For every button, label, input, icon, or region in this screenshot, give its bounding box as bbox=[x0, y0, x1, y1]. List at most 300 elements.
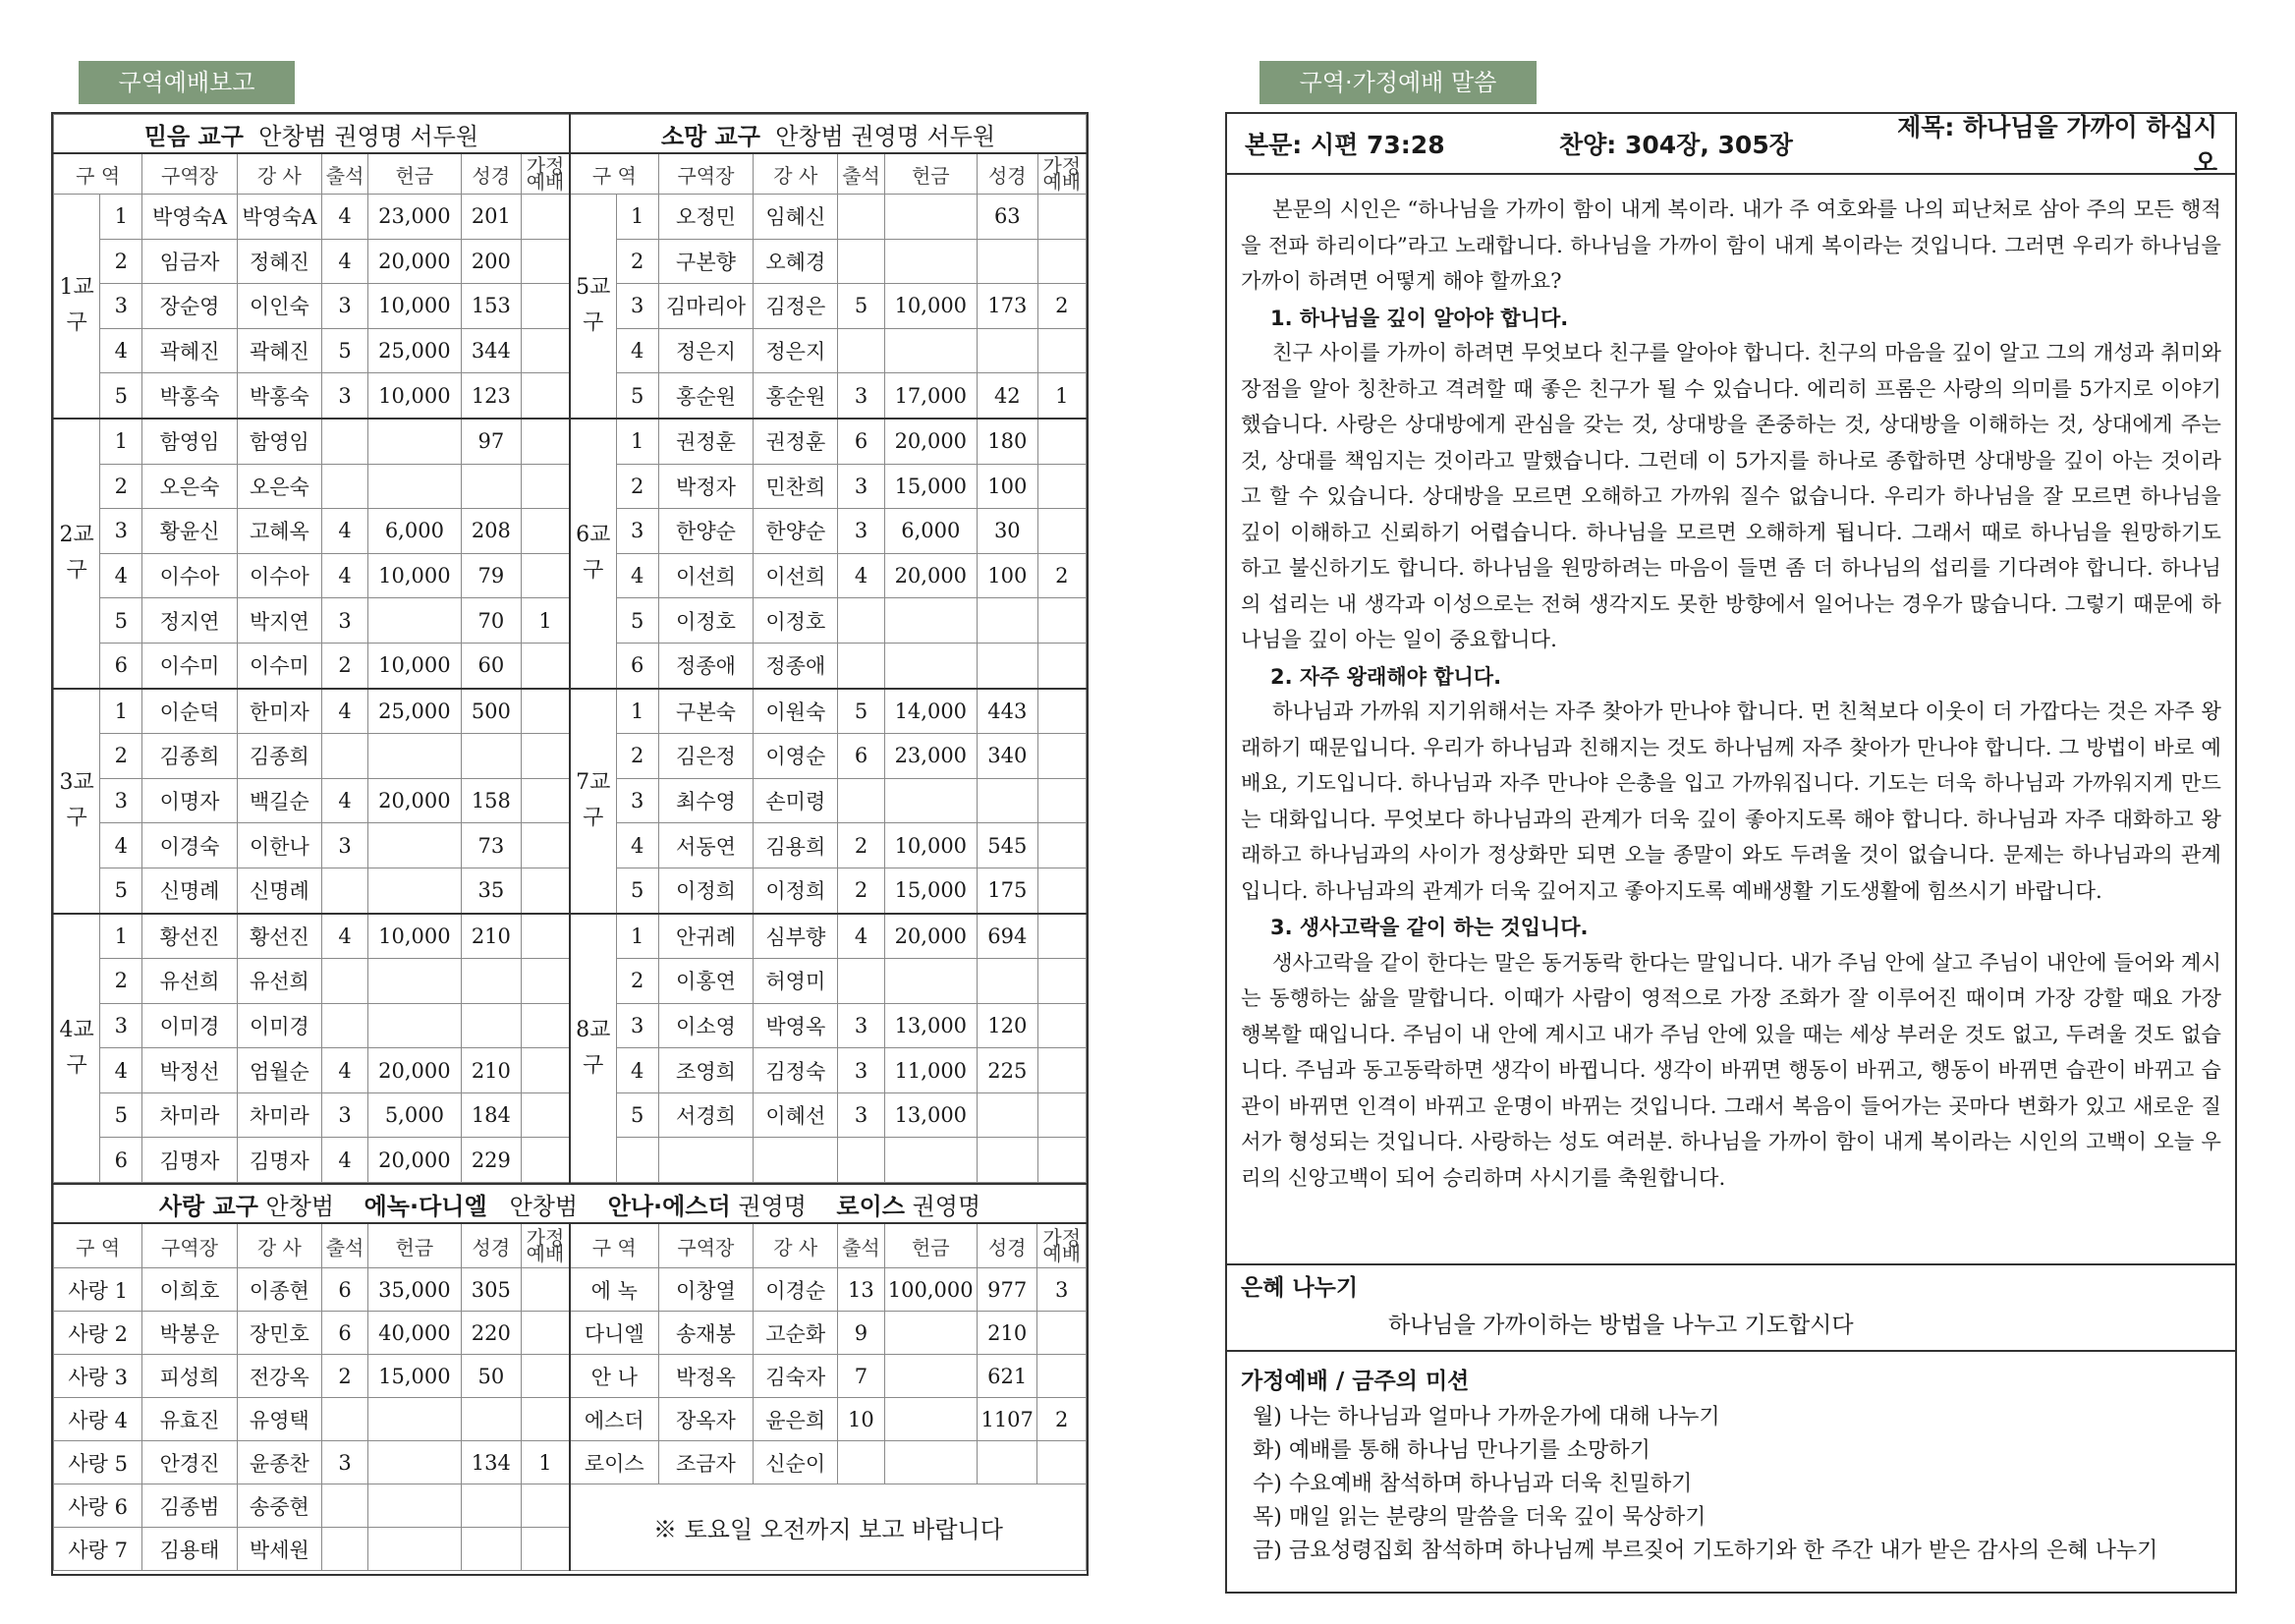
table-cell: 2 bbox=[838, 868, 884, 913]
table-cell: 정은지 bbox=[754, 328, 838, 373]
table-cell: 서동연 bbox=[658, 823, 753, 868]
grace-title: 은혜 나누기 bbox=[1241, 1275, 1359, 1301]
table-cell: 17,000 bbox=[884, 373, 977, 419]
table-cell: 이정호 bbox=[754, 598, 838, 644]
table-cell: 175 bbox=[978, 868, 1038, 913]
table-cell: 윤종찬 bbox=[237, 1441, 321, 1484]
table-cell bbox=[321, 868, 367, 913]
table-cell: 208 bbox=[461, 509, 522, 554]
table-row bbox=[54, 914, 1087, 959]
table-cell: 4 bbox=[616, 553, 658, 598]
table-cell: 에 녹 bbox=[570, 1268, 658, 1312]
table-cell bbox=[838, 959, 884, 1004]
table-cell: 로이스 bbox=[570, 1441, 658, 1484]
table-cell bbox=[522, 1138, 570, 1183]
table-row bbox=[54, 1268, 1087, 1312]
table-cell bbox=[1037, 868, 1086, 913]
table-cell: 손미령 bbox=[754, 778, 838, 823]
table-cell: 엄월순 bbox=[237, 1048, 321, 1093]
table-cell bbox=[838, 778, 884, 823]
column-header: 성경 bbox=[978, 153, 1038, 195]
table-row bbox=[54, 1441, 1087, 1484]
table-cell: 5 bbox=[616, 1092, 658, 1138]
table-cell: 20,000 bbox=[368, 1138, 461, 1183]
table-cell bbox=[1037, 734, 1086, 779]
table-cell: 박지연 bbox=[237, 598, 321, 644]
district-report-panel bbox=[51, 112, 1089, 1576]
table-cell bbox=[884, 1355, 977, 1398]
table-cell: 박영숙A bbox=[237, 195, 321, 240]
table-cell: 1 bbox=[522, 1441, 570, 1484]
mission-item: 화) 예배를 통해 하나님 만나기를 소망하기 bbox=[1253, 1438, 1651, 1463]
table-cell: 3 bbox=[100, 509, 142, 554]
table-cell bbox=[1037, 1003, 1086, 1048]
column-header: 헌금 bbox=[884, 153, 977, 195]
table-cell bbox=[1037, 1441, 1087, 1484]
table-cell bbox=[368, 734, 461, 779]
table-cell bbox=[522, 959, 570, 1004]
table-cell bbox=[321, 419, 367, 464]
table-row bbox=[54, 195, 1087, 240]
table-cell: 박영옥 bbox=[754, 1003, 838, 1048]
table-cell: 2 bbox=[321, 643, 367, 688]
table-cell bbox=[368, 464, 461, 509]
table-cell: 한미자 bbox=[237, 689, 321, 734]
table-cell: 박정자 bbox=[658, 464, 753, 509]
table-cell: 백길순 bbox=[237, 778, 321, 823]
table-cell: 유영택 bbox=[237, 1398, 321, 1441]
table-cell: 임금자 bbox=[142, 239, 237, 284]
table-cell bbox=[522, 1268, 570, 1312]
table-cell: 20,000 bbox=[884, 914, 977, 959]
table-cell bbox=[368, 1003, 461, 1048]
table-cell: 홍순원 bbox=[658, 373, 753, 419]
point-1-paragraph: 친구 사이를 가까이 하려면 무엇보다 친구를 알아야 합니다. 친구의 마음을 깊이 알고 그의 개성과 취미와 장점을 알아 칭찬하고 격려할 때 좋은 친구가 될 수 있습니다. 에리히 프롬은 사랑의 의미를 5가지로 이야기했습니다. 사랑은 상대방에게 관심을 갖는 것, 상대방을 존중하는 것, 상대방을 이해하는 것, 상대에게 주는 것, 상대를 책임지는 것이라고 말했습니다. 그런데 이 5가지를 하나로 종합하면 상대방을 깊이 아는 것이라고 할 수 있습니다. 상대방을 모르면 오해하고 가까워 질수 없습니다. 우리가 하나님을 잘 모르면 하나님을 깊이 이해하고 신뢰하기 어렵습니다. 하나님을 모르면 오해하게 됩니다. 그래서 때로 하나님을 원망하기도 하고 불신하기도 합니다. 하나님을 원망하려는 마음이 들면 좀 더 하나님의 섭리를 기다려야 합니다. 하나님의 섭리는 내 생각과 이성으로는 전혀 생각지도 못한 방향에서 일어나는 경우가 많습니다. 그렇기 때문에 하나님을 깊이 아는 일이 중요합니다. bbox=[1241, 341, 2221, 652]
table-cell: 305 bbox=[461, 1268, 522, 1312]
sermon-header bbox=[1227, 114, 2235, 175]
table-cell: 6 bbox=[100, 643, 142, 688]
table-cell: 5 bbox=[100, 1092, 142, 1138]
table-cell: 97 bbox=[461, 419, 522, 464]
table-cell: 4 bbox=[100, 328, 142, 373]
table-cell bbox=[522, 1484, 570, 1528]
table-cell: 20,000 bbox=[368, 239, 461, 284]
table-cell: 황선진 bbox=[142, 914, 237, 959]
table-cell: 이원숙 bbox=[754, 689, 838, 734]
table-cell: 전강옥 bbox=[237, 1355, 321, 1398]
table-cell bbox=[522, 778, 570, 823]
table-cell bbox=[522, 1312, 570, 1355]
column-header: 가정예배 bbox=[522, 1223, 570, 1268]
table-cell: 4 bbox=[321, 509, 367, 554]
table-cell: 5 bbox=[321, 328, 367, 373]
table-cell bbox=[368, 868, 461, 913]
table-cell bbox=[884, 1138, 977, 1183]
mission-item: 목) 매일 읽는 분량의 말씀을 더욱 깊이 묵상하기 bbox=[1253, 1505, 1707, 1530]
point-3-heading: 3. 생사고락을 같이 하는 것입니다. bbox=[1270, 916, 1589, 939]
table-cell: 173 bbox=[978, 284, 1038, 329]
table-cell: 20,000 bbox=[368, 1048, 461, 1093]
table-cell: 10,000 bbox=[368, 284, 461, 329]
table-cell bbox=[321, 1528, 367, 1571]
table-cell: 100,000 bbox=[884, 1268, 977, 1312]
sermon-tab-label: 구역·가정예배 말씀 bbox=[1259, 61, 1537, 104]
table-cell: 5 bbox=[616, 373, 658, 419]
table-cell: 김종희 bbox=[142, 734, 237, 779]
table-cell: 송중현 bbox=[237, 1484, 321, 1528]
grace-sharing-section bbox=[1227, 1265, 2235, 1352]
table-cell: 임혜신 bbox=[754, 195, 838, 240]
column-header: 구 역 bbox=[570, 1223, 658, 1268]
table-cell: 4 bbox=[616, 328, 658, 373]
table-cell: 2 bbox=[616, 464, 658, 509]
column-header: 강 사 bbox=[754, 1223, 838, 1268]
table-cell: 3 bbox=[321, 284, 367, 329]
table-cell: 4 bbox=[616, 823, 658, 868]
table-cell bbox=[461, 1484, 522, 1528]
table-cell: 유효진 bbox=[142, 1398, 237, 1441]
table-cell bbox=[522, 689, 570, 734]
table-cell bbox=[978, 959, 1038, 1004]
district-label: 4교구 bbox=[54, 914, 100, 1183]
faith-hope-table bbox=[53, 114, 1087, 1183]
table-cell: 김마리아 bbox=[658, 284, 753, 329]
table-cell: 3 bbox=[616, 284, 658, 329]
sermon-title: 제목: 하나님을 가까이 하십시오 bbox=[1897, 113, 2217, 177]
table-cell bbox=[368, 1398, 461, 1441]
table-cell: 함영임 bbox=[142, 419, 237, 464]
love-district-table bbox=[53, 1183, 1087, 1571]
table-cell: 40,000 bbox=[368, 1312, 461, 1355]
intro-paragraph: 본문의 시인은 “하나님을 가까이 함이 내게 복이라. 내가 주 여호와를 나의 피난처로 삼아 주의 모든 행적을 전파 하리이다”라고 노래합니다. 하나님을 가까이 함이 내게 복이라는 것입니다. 그러면 우리가 하나님을 가까이 하려면 어떻게 해야 할까요? bbox=[1241, 197, 2221, 294]
table-cell bbox=[978, 328, 1038, 373]
table-cell: 210 bbox=[461, 914, 522, 959]
table-cell bbox=[838, 1138, 884, 1183]
district-label: 2교구 bbox=[54, 419, 100, 689]
table-cell: 민찬희 bbox=[754, 464, 838, 509]
column-header: 가정예배 bbox=[1037, 1223, 1087, 1268]
district-label: 6교구 bbox=[570, 419, 616, 689]
table-cell: 6 bbox=[838, 734, 884, 779]
table-cell: 신명례 bbox=[142, 868, 237, 913]
table-cell: 3 bbox=[1037, 1268, 1087, 1312]
table-cell: 이순덕 bbox=[142, 689, 237, 734]
table-cell bbox=[1037, 959, 1086, 1004]
table-cell: 1 bbox=[1037, 373, 1086, 419]
table-cell: 977 bbox=[977, 1268, 1037, 1312]
table-cell: 사랑 5 bbox=[54, 1441, 142, 1484]
table-cell bbox=[368, 1441, 461, 1484]
table-cell: 이수아 bbox=[237, 553, 321, 598]
table-cell: 7 bbox=[838, 1355, 884, 1398]
table-cell bbox=[978, 778, 1038, 823]
table-cell: 정종애 bbox=[754, 643, 838, 688]
table-cell bbox=[977, 1441, 1037, 1484]
table-cell: 340 bbox=[978, 734, 1038, 779]
district-label: 3교구 bbox=[54, 689, 100, 914]
table-cell: 545 bbox=[978, 823, 1038, 868]
table-cell: 사랑 6 bbox=[54, 1484, 142, 1528]
table-cell: 63 bbox=[978, 195, 1038, 240]
table-cell: 20,000 bbox=[884, 419, 977, 464]
table-cell bbox=[522, 284, 570, 329]
table-cell: 송재봉 bbox=[658, 1312, 753, 1355]
table-cell: 229 bbox=[461, 1138, 522, 1183]
table-cell: 허영미 bbox=[754, 959, 838, 1004]
table-cell: 이경순 bbox=[754, 1268, 838, 1312]
table-cell: 23,000 bbox=[368, 195, 461, 240]
table-cell: 조영희 bbox=[658, 1048, 753, 1093]
table-cell: 10,000 bbox=[368, 553, 461, 598]
table-cell: 79 bbox=[461, 553, 522, 598]
table-cell: 사랑 1 bbox=[54, 1268, 142, 1312]
table-cell: 10,000 bbox=[884, 284, 977, 329]
district-label: 5교구 bbox=[570, 195, 616, 419]
table-cell bbox=[522, 553, 570, 598]
table-cell: 1 bbox=[100, 195, 142, 240]
table-cell: 최수영 bbox=[658, 778, 753, 823]
table-cell bbox=[368, 959, 461, 1004]
table-cell: 3 bbox=[616, 509, 658, 554]
table-cell: 3 bbox=[321, 823, 367, 868]
table-cell bbox=[1037, 239, 1086, 284]
table-cell: 안경진 bbox=[142, 1441, 237, 1484]
table-cell: 123 bbox=[461, 373, 522, 419]
table-cell: 344 bbox=[461, 328, 522, 373]
table-cell: 장옥자 bbox=[658, 1398, 753, 1441]
table-cell bbox=[522, 373, 570, 419]
column-header: 헌금 bbox=[368, 1223, 461, 1268]
table-cell: 120 bbox=[978, 1003, 1038, 1048]
column-header: 구 역 bbox=[570, 153, 658, 195]
table-cell: 3 bbox=[838, 373, 884, 419]
point-2-heading: 2. 자주 왕래해야 합니다. bbox=[1270, 664, 1502, 689]
table-cell bbox=[616, 1138, 658, 1183]
table-cell: 158 bbox=[461, 778, 522, 823]
table-cell: 1 bbox=[100, 419, 142, 464]
table-cell: 한양순 bbox=[754, 509, 838, 554]
mission-item: 월) 나는 하나님과 얼마나 가까운가에 대해 나누기 bbox=[1253, 1405, 1720, 1429]
table-cell: 20,000 bbox=[884, 553, 977, 598]
table-cell: 피성희 bbox=[142, 1355, 237, 1398]
table-cell: 이한나 bbox=[237, 823, 321, 868]
table-cell: 김은정 bbox=[658, 734, 753, 779]
table-cell: 이경숙 bbox=[142, 823, 237, 868]
table-cell bbox=[321, 464, 367, 509]
table-cell: 10,000 bbox=[884, 823, 977, 868]
table-cell bbox=[368, 1484, 461, 1528]
table-cell: 김숙자 bbox=[754, 1355, 838, 1398]
table-cell bbox=[884, 959, 977, 1004]
district-label: 8교구 bbox=[570, 914, 616, 1183]
point-3-paragraph: 생사고락을 같이 한다는 말은 동거동락 한다는 말입니다. 내가 주님 안에 살고 주님이 내안에 들어와 계시는 동행하는 삶을 말합니다. 이때가 사람이 영적으로 가장 조화가 잘 이루어진 때이며 가장 강할 때요 가장 행복할 때입니다. 주님이 내 안에 계시고 내가 주님 안에 있을 때는 세상 부러운 것도 없고, 두려울 것도 없습니다. 주님과 동고동락하면 생각이 바뀝니다. 생각이 바뀌면 행동이 바뀌고, 행동이 바뀌면 습관이 바뀌고 습관이 바뀌면 인격이 바뀌고 운명이 바뀌는 것입니다. 그래서 복음이 들어가는 곳마다 변화가 있고 새로운 질서가 형성되는 것입니다. 사랑하는 성도 여러분. 하나님을 가까이 함이 내게 복이라는 시인의 고백이 오늘 우리의 신앙고백이 되어 승리하며 사시기를 축원합니다. bbox=[1241, 950, 2221, 1191]
table-cell: 4 bbox=[100, 823, 142, 868]
table-cell: 6 bbox=[838, 419, 884, 464]
table-cell: 윤은희 bbox=[754, 1398, 838, 1441]
table-cell: 유선희 bbox=[142, 959, 237, 1004]
table-cell: 3 bbox=[321, 598, 367, 644]
table-cell: 심부향 bbox=[754, 914, 838, 959]
table-cell: 박정옥 bbox=[658, 1355, 753, 1398]
table-cell: 23,000 bbox=[884, 734, 977, 779]
table-cell: 11,000 bbox=[884, 1048, 977, 1093]
table-cell bbox=[658, 1138, 753, 1183]
table-cell: 한양순 bbox=[658, 509, 753, 554]
table-cell: 2 bbox=[100, 464, 142, 509]
table-cell: 13,000 bbox=[884, 1092, 977, 1138]
table-cell: 184 bbox=[461, 1092, 522, 1138]
table-cell: 10,000 bbox=[368, 643, 461, 688]
table-cell bbox=[884, 778, 977, 823]
table-cell: 1 bbox=[100, 689, 142, 734]
column-header: 강 사 bbox=[754, 153, 838, 195]
table-cell: 홍순원 bbox=[754, 373, 838, 419]
table-cell: 차미라 bbox=[237, 1092, 321, 1138]
column-header: 강 사 bbox=[237, 153, 321, 195]
table-cell: 4 bbox=[100, 553, 142, 598]
mission-item: 금) 금요성령집회 참석하며 하나님께 부르짖어 기도하기와 한 주간 내가 받은 감사의 은혜 나누기 bbox=[1253, 1539, 2158, 1563]
table-row bbox=[54, 1312, 1087, 1355]
table-cell: 장순영 bbox=[142, 284, 237, 329]
table-cell bbox=[522, 1528, 570, 1571]
report-tab-label: 구역예배보고 bbox=[79, 61, 295, 104]
table-cell: 3 bbox=[838, 509, 884, 554]
table-cell: 사랑 2 bbox=[54, 1312, 142, 1355]
table-cell: 35,000 bbox=[368, 1268, 461, 1312]
hymn-label: 찬양: 304장, 305장 bbox=[1559, 131, 1793, 159]
table-cell: 2 bbox=[100, 734, 142, 779]
table-cell: 153 bbox=[461, 284, 522, 329]
table-cell: 100 bbox=[978, 553, 1038, 598]
table-cell: 200 bbox=[461, 239, 522, 284]
table-cell: 210 bbox=[461, 1048, 522, 1093]
table-cell: 4 bbox=[321, 553, 367, 598]
table-cell: 20,000 bbox=[368, 778, 461, 823]
table-cell: 225 bbox=[978, 1048, 1038, 1093]
table-cell: 443 bbox=[978, 689, 1038, 734]
table-cell: 곽혜진 bbox=[142, 328, 237, 373]
table-cell: 2 bbox=[616, 734, 658, 779]
table-cell bbox=[884, 1398, 977, 1441]
table-row bbox=[54, 1484, 1087, 1528]
table-cell: 5 bbox=[838, 284, 884, 329]
table-cell bbox=[522, 464, 570, 509]
table-cell: 4 bbox=[616, 1048, 658, 1093]
sermon-panel bbox=[1225, 112, 2237, 1594]
table-cell: 이희호 bbox=[142, 1268, 237, 1312]
table-cell bbox=[884, 1312, 977, 1355]
table-cell bbox=[461, 1528, 522, 1571]
table-cell bbox=[754, 1138, 838, 1183]
table-cell: 박영숙A bbox=[142, 195, 237, 240]
table-cell bbox=[978, 1138, 1038, 1183]
table-cell: 유선희 bbox=[237, 959, 321, 1004]
table-cell: 3 bbox=[321, 373, 367, 419]
table-cell bbox=[1037, 598, 1086, 644]
table-cell: 정혜진 bbox=[237, 239, 321, 284]
table-cell: 1 bbox=[522, 598, 570, 644]
table-cell: 박봉운 bbox=[142, 1312, 237, 1355]
table-cell bbox=[522, 643, 570, 688]
table-cell: 4 bbox=[321, 239, 367, 284]
table-cell: 고혜옥 bbox=[237, 509, 321, 554]
table-cell: 이미경 bbox=[142, 1003, 237, 1048]
table-cell bbox=[522, 419, 570, 464]
table-cell bbox=[838, 643, 884, 688]
table-cell: 13 bbox=[838, 1268, 884, 1312]
column-header: 성경 bbox=[461, 1223, 522, 1268]
table-cell: 이종현 bbox=[237, 1268, 321, 1312]
table-cell bbox=[522, 1092, 570, 1138]
table-row bbox=[54, 419, 1087, 464]
report-note: ※ 토요일 오전까지 보고 바랍니다 bbox=[570, 1484, 1087, 1571]
table-cell: 2 bbox=[838, 823, 884, 868]
table-cell bbox=[884, 1441, 977, 1484]
table-cell: 차미라 bbox=[142, 1092, 237, 1138]
table-cell: 김명자 bbox=[142, 1138, 237, 1183]
table-cell bbox=[838, 328, 884, 373]
table-cell bbox=[1037, 1355, 1087, 1398]
table-cell: 곽혜진 bbox=[237, 328, 321, 373]
faith-district-title: 믿음 교구 안창범 권영명 서두원 bbox=[54, 115, 570, 154]
table-cell: 오혜경 bbox=[754, 239, 838, 284]
table-cell bbox=[321, 1484, 367, 1528]
table-cell: 이정희 bbox=[754, 868, 838, 913]
table-cell: 3 bbox=[616, 1003, 658, 1048]
table-cell: 2 bbox=[1037, 1398, 1087, 1441]
table-cell: 1107 bbox=[977, 1398, 1037, 1441]
column-header: 출석 bbox=[838, 1223, 884, 1268]
table-cell bbox=[1037, 195, 1086, 240]
mission-title: 가정예배 / 금주의 미션 bbox=[1241, 1369, 1470, 1394]
table-cell: 이선희 bbox=[754, 553, 838, 598]
table-row bbox=[54, 1355, 1087, 1398]
table-cell bbox=[522, 1398, 570, 1441]
table-cell: 9 bbox=[838, 1312, 884, 1355]
table-cell: 김정은 bbox=[754, 284, 838, 329]
table-cell bbox=[522, 195, 570, 240]
table-cell: 6 bbox=[321, 1268, 367, 1312]
table-cell bbox=[461, 734, 522, 779]
table-cell: 사랑 4 bbox=[54, 1398, 142, 1441]
table-cell bbox=[461, 1398, 522, 1441]
table-cell: 2 bbox=[321, 1355, 367, 1398]
table-cell: 4 bbox=[321, 778, 367, 823]
table-cell: 210 bbox=[977, 1312, 1037, 1355]
table-cell: 6 bbox=[321, 1312, 367, 1355]
table-cell bbox=[461, 959, 522, 1004]
table-cell: 3 bbox=[321, 1092, 367, 1138]
table-cell bbox=[368, 598, 461, 644]
table-cell bbox=[978, 239, 1038, 284]
table-cell bbox=[1037, 419, 1086, 464]
table-cell bbox=[838, 1441, 884, 1484]
table-cell: 김종희 bbox=[237, 734, 321, 779]
table-cell: 2 bbox=[100, 239, 142, 284]
table-cell: 60 bbox=[461, 643, 522, 688]
column-header: 강 사 bbox=[237, 1223, 321, 1268]
table-cell: 구본숙 bbox=[658, 689, 753, 734]
table-cell: 4 bbox=[838, 553, 884, 598]
table-cell: 3 bbox=[616, 778, 658, 823]
district-label: 1교구 bbox=[54, 195, 100, 419]
table-cell: 이홍연 bbox=[658, 959, 753, 1004]
table-cell: 100 bbox=[978, 464, 1038, 509]
table-cell: 35 bbox=[461, 868, 522, 913]
table-cell: 30 bbox=[978, 509, 1038, 554]
column-header: 헌금 bbox=[368, 153, 461, 195]
table-cell: 오정민 bbox=[658, 195, 753, 240]
